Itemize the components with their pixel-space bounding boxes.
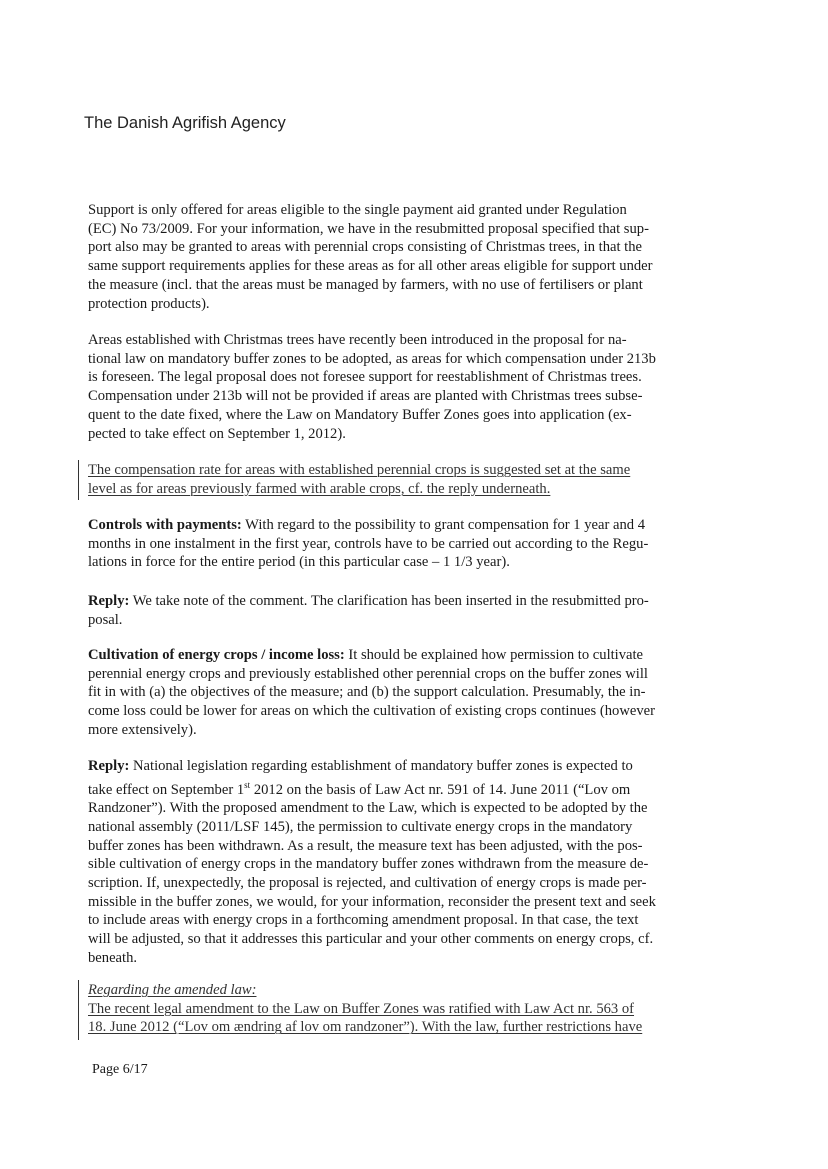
paragraph-reply-1 <box>88 592 728 629</box>
revision-bar <box>78 980 79 1040</box>
text-line: It should be explained how permission to cultivate <box>344 647 644 663</box>
text-line: level as for areas previously farmed with arable crops, cf. the reply underneath. <box>88 480 551 497</box>
text-line: more extensively). <box>88 721 197 738</box>
text-line: Support is only offered for areas eligible to the single payment aid granted under Regulation <box>88 202 627 218</box>
paragraph-christmas-trees <box>88 331 728 443</box>
text-line: We take note of the comment. The clarification has been inserted in the resubmitted pro- <box>129 593 649 609</box>
text-line: posal. <box>88 611 123 628</box>
text-line: Compensation under 213b will not be provided if areas are planted with Christmas trees subse- <box>88 388 643 405</box>
text-line: months in one instalment in the first year, controls have to be carried out according to the Regu- <box>88 535 649 552</box>
text-line: National legislation regarding establishment of mandatory buffer zones is expected to <box>129 758 633 774</box>
superscript: st <box>244 779 251 790</box>
text-line: the measure (incl. that the areas must be managed by farmers, with no use of fertilisers or plant <box>88 276 643 293</box>
text-line: to include areas with energy crops in a forthcoming amendment proposal. In that case, the text <box>88 912 639 929</box>
text-line: The compensation rate for areas with established perennial crops is suggested set at the same <box>88 462 631 478</box>
text-line: buffer zones has been withdrawn. As a result, the measure text has been adjusted, with the pos- <box>88 837 643 854</box>
text-line: come loss could be lower for areas on which the cultivation of existing crops continues (however <box>88 703 655 720</box>
paragraph-energy-crops <box>88 646 728 740</box>
text-line: pected to take effect on September 1, 2012). <box>88 425 346 442</box>
text-line: The recent legal amendment to the Law on Buffer Zones was ratified with Law Act nr. 563 of <box>88 1000 635 1017</box>
text-line: fit in with (a) the objectives of the measure; and (b) the support calculation. Presumably, the in- <box>88 684 646 701</box>
text-line: national assembly (2011/LSF 145), the permission to cultivate energy crops in the mandatory <box>88 818 633 835</box>
text-line: Randzoner”). With the proposed amendment to the Law, which is expected to be adopted by the <box>88 800 648 817</box>
text-line: 18. June 2012 (“Lov om ændring af lov om randzoner”). With the law, further restrictions have <box>88 1019 643 1036</box>
paragraph-controls-with-payments <box>88 516 728 572</box>
text-line: 2012 on the basis of Law Act nr. 591 of 14. June 2011 (“Lov om <box>250 781 631 798</box>
paragraph-heading: Cultivation of energy crops / income loss: <box>88 647 345 663</box>
text-line: beneath. <box>88 949 138 966</box>
text-line: is foreseen. The legal proposal does not foresee support for reestablishment of Christmas trees. <box>88 369 642 386</box>
text-line: quent to the date fixed, where the Law on Mandatory Buffer Zones goes into application (ex- <box>88 406 632 423</box>
paragraph-reply-2 <box>88 757 728 968</box>
agency-header: The Danish Agrifish Agency <box>84 114 286 132</box>
text-line: same support requirements applies for these areas as for all other areas eligible for support under <box>88 258 653 275</box>
text-line: (EC) No 73/2009. For your information, we have in the resubmitted proposal specified that sup- <box>88 220 649 237</box>
text-line: Areas established with Christmas trees have recently been introduced in the proposal for na- <box>88 332 627 348</box>
text-line: lations in force for the entire period (in this particular case – 1 1/3 year). <box>88 554 510 571</box>
text-line: protection products). <box>88 295 210 312</box>
text-line: will be adjusted, so that it addresses this particular and your other comments on energy crops, cf. <box>88 931 654 948</box>
text-line: sible cultivation of energy crops in the mandatory buffer zones withdrawn from the measure de- <box>88 856 649 873</box>
text-line: tional law on mandatory buffer zones to be adopted, as areas for which compensation under 213b <box>88 350 656 367</box>
text-line: take effect on September 1 <box>88 781 245 798</box>
paragraph-heading: Controls with payments: <box>88 517 242 533</box>
revision-bar <box>78 460 79 500</box>
text-line: With regard to the possibility to grant compensation for 1 year and 4 <box>241 517 646 533</box>
paragraph-amended-law <box>88 981 728 1037</box>
paragraph-heading: Reply: <box>88 758 130 774</box>
page-number: Page 6/17 <box>92 1062 148 1077</box>
text-line: port also may be granted to areas with perennial crops consisting of Christmas trees, in that the <box>88 239 643 256</box>
paragraph-heading: Reply: <box>88 593 130 609</box>
paragraph-support-eligibility <box>88 201 728 313</box>
text-line: perennial energy crops and previously established other perennial crops on the buffer zones will <box>88 665 648 682</box>
text-line: scription. If, unexpectedly, the proposal is rejected, and cultivation of energy crops is made per- <box>88 875 647 892</box>
paragraph-heading: Regarding the amended law: <box>88 982 257 998</box>
paragraph-compensation-rate <box>88 461 728 498</box>
text-line: missible in the buffer zones, we would, for your information, reconsider the present text and seek <box>88 893 656 910</box>
